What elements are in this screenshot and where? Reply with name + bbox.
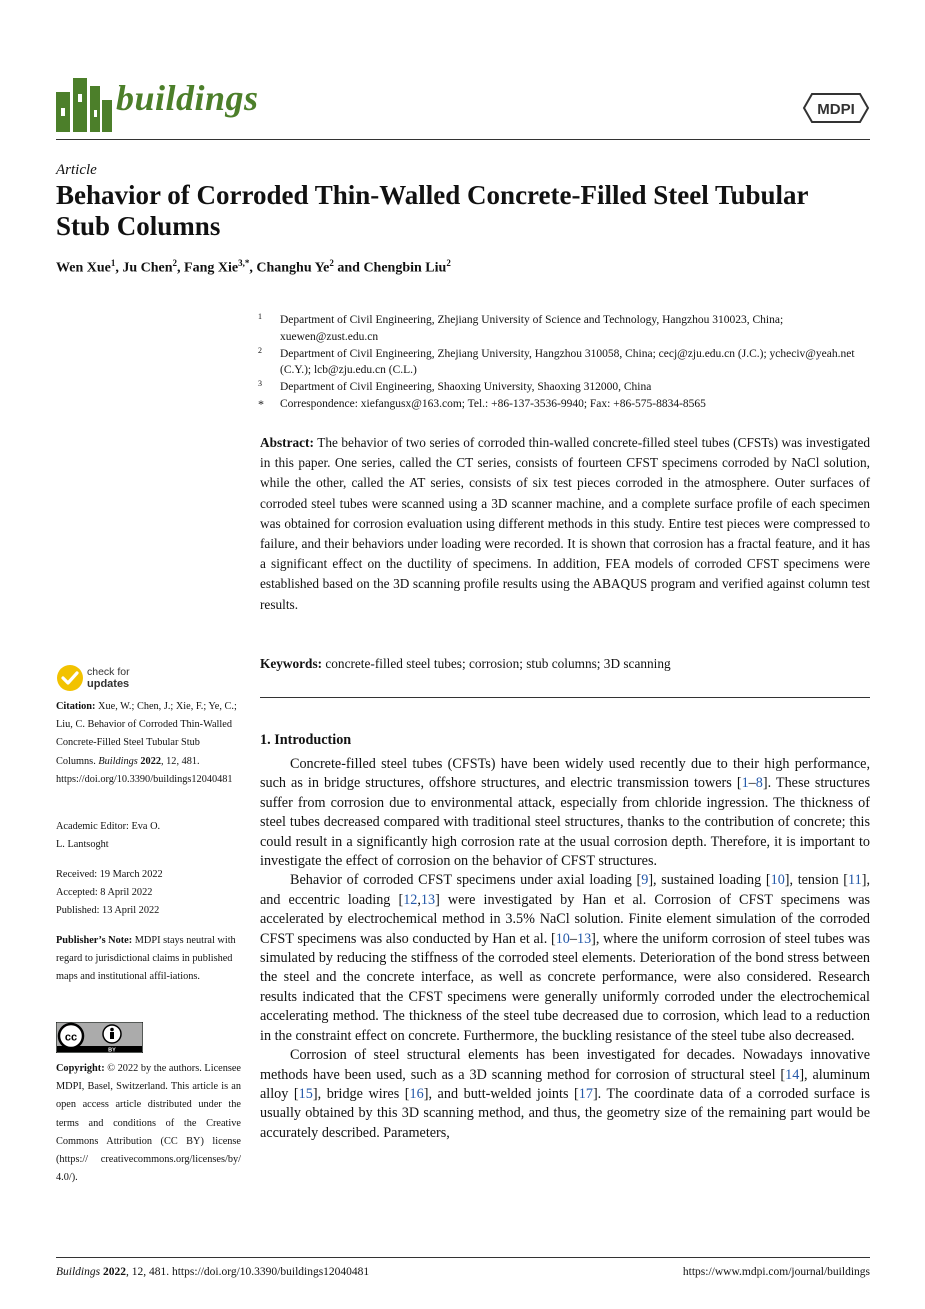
text-run: Behavior of corroded CFST specimens under axial loading [ xyxy=(290,872,642,889)
buildings-logo-icon xyxy=(56,78,112,132)
author-affil-mark: 2 xyxy=(329,258,334,268)
reference-link[interactable]: 10 xyxy=(555,930,570,947)
text-run: Corrosion of steel structural elements has been investigated for decades. Nowadays innovative methods have been used, such as a 3D scanning method for corrosion of structural steel [ xyxy=(260,1047,870,1083)
affiliation-text: Department of Civil Engineering, Zhejiang University, Hangzhou 310058, China; cecj@zju.edu.cn (J.C.); ycheciv@yeah.net (C.Y.); lcb@zju.edu.cn (C.L.) xyxy=(280,347,855,377)
author-name: Wen Xue xyxy=(56,260,111,276)
text-run: ]. These structures suffer from corrosion due to environmental attack, especially from chloride ingression. The thickness of steel tubes decreased compared with traditional steel structures, thanks to the contribution of concrete; this could result in a significantly high corrosion rate at the usual corrosion depth. Therefore, it is important to investigate the effect of corrosion on the behavior of CFST structures. xyxy=(260,775,870,870)
text-run: , xyxy=(417,891,421,908)
editor-line2: L. Lantsoght xyxy=(56,839,109,851)
copyright-label: Copyright: xyxy=(56,1063,105,1074)
affiliation-mark: 1 xyxy=(258,312,262,321)
reference-link[interactable]: 17 xyxy=(578,1085,593,1102)
text-run: ], sustained loading [ xyxy=(648,872,771,889)
author-affil-mark: 1 xyxy=(110,258,116,268)
text-run: ] were investigated by Han et al. Corrosion of CFST specimens was accelerated by electrochemical method in 3.5% NaCl solution. Finite element simulation of the corroded CFST specimens was also conducted by Han et al. [ xyxy=(260,891,871,947)
reference-link[interactable]: 9 xyxy=(641,872,649,889)
text-run: ]. The coordinate data of a corroded surface is usually obtained by this 3D scanning method, and thus, the geometry size of the remaining part would be accurately described. Parameters, xyxy=(260,1085,871,1141)
dates-block xyxy=(56,866,241,921)
abstract-text: The behavior of two series of corroded thin-walled concrete-filled steel tubes (CFSTs) was investigated in this paper. One series, called the CT series, consists of fourteen CFST specimens corroded by NaCl solution, while the other, called the AT series, consists of six test pieces corroded in the atmosphere. Outer surfaces of corroded steel tubes were scanned using a 3D scanner machine, and a complete surface profile of each specimen was obtained for corrosion evaluation using different methods in this study. Entire test pieces were compressed to failure, and their behaviors under loading were recorded. It is shown that corrosion has a fractal feature, and it has a significant effect on the ductility of specimens. In addition, FEA models of corroded CFST specimens were established based on the 3D scanning profile results using the ABAQUS program and verified against column test results. xyxy=(260,435,870,612)
reference-link[interactable]: 11 xyxy=(848,872,862,889)
text-run: – xyxy=(569,930,577,947)
reference-link[interactable]: 15 xyxy=(298,1085,313,1102)
check-for-updates-label xyxy=(87,666,130,690)
affiliation-mark: 2 xyxy=(258,345,262,355)
cc-icon: cc xyxy=(64,1031,78,1044)
author-separator: , xyxy=(249,260,257,276)
abstract-label: Abstract: xyxy=(260,435,314,450)
author-separator: and xyxy=(333,260,364,276)
correspondence-item xyxy=(258,396,878,413)
published-date: Published: 13 April 2022 xyxy=(56,905,160,917)
check-for-updates-icon xyxy=(56,664,84,692)
author-name: Fang Xie xyxy=(184,260,239,276)
text-run: ], and eccentric loading [ xyxy=(260,872,870,908)
keywords-text: concrete-filled steel tubes; corrosion; stub columns; 3D scanning xyxy=(325,656,671,671)
mdpi-logo-text: MDPI xyxy=(817,101,855,118)
reference-link[interactable]: 10 xyxy=(770,872,785,889)
citation-label: Citation: xyxy=(56,701,96,712)
publisher-note-label: Publisher’s Note: xyxy=(56,935,133,946)
reference-link[interactable]: 13 xyxy=(420,891,436,908)
paper-title: Behavior of Corroded Thin-Walled Concrete-Filled Steel Tubular Stub Columns xyxy=(56,180,809,241)
text-run: ], aluminum alloy [ xyxy=(260,1066,870,1102)
footer-year: 2022 xyxy=(102,1266,126,1278)
author-affil-mark: 3,* xyxy=(238,258,250,268)
paragraph xyxy=(260,871,870,1046)
affiliations xyxy=(258,312,878,413)
affiliation-mark: 3 xyxy=(258,379,262,389)
affiliation-item xyxy=(258,312,878,346)
author-separator: , xyxy=(177,260,185,276)
header-rule xyxy=(56,139,870,140)
abstract-rule xyxy=(260,697,870,698)
citation-block xyxy=(56,698,241,789)
check-line2: updates xyxy=(87,678,130,690)
reference-link[interactable]: 14 xyxy=(785,1066,800,1083)
publisher-note-text: MDPI stays neutral with regard to jurisdictional claims in published maps and institutional affil-iations. xyxy=(56,935,236,983)
copyright-block xyxy=(56,1060,241,1187)
introduction-body xyxy=(260,755,870,1143)
abstract xyxy=(260,433,870,615)
affiliation-text: Department of Civil Engineering, Zhejiang University of Science and Technology, Hangzhou 310023, China; xuewen@zust.edu.cn xyxy=(280,314,784,343)
citation-journal: Buildings xyxy=(98,755,138,767)
keywords-label: Keywords: xyxy=(260,656,323,671)
cc-by-text: BY xyxy=(108,1047,116,1053)
author-name: Changhu Ye xyxy=(256,260,330,276)
correspondence-text: Correspondence: xiefangusx@163.com; Tel.: +86-137-3536-9940; Fax: +86-575-8834-8565 xyxy=(280,397,706,410)
mdpi-logo-icon xyxy=(802,90,870,126)
cc-by-license-badge[interactable] xyxy=(56,1022,143,1053)
reference-link[interactable]: 1 xyxy=(741,775,749,792)
correspondence-mark: * xyxy=(258,396,264,411)
author-list xyxy=(56,258,451,277)
reference-link[interactable]: 13 xyxy=(576,930,592,947)
affiliation-text: Department of Civil Engineering, Shaoxing University, Shaoxing 312000, China xyxy=(280,381,652,394)
copyright-text: © 2022 by the authors. Licensee MDPI, Basel, Switzerland. This article is an open access article distributed under the terms and conditions of the Creative Commons Attribution (CC BY) license (https:// creativecommons.org/licenses/by/ 4.0/). xyxy=(56,1063,242,1184)
reference-link[interactable]: 16 xyxy=(409,1085,424,1102)
article-type: Article xyxy=(56,162,97,178)
accepted-date: Accepted: 8 April 2022 xyxy=(56,887,153,899)
check-line1: check for xyxy=(87,666,130,678)
publisher-note xyxy=(56,932,241,987)
text-run: ], tension [ xyxy=(784,872,849,889)
paragraph xyxy=(260,1046,870,1143)
section-heading: 1. Introduction xyxy=(260,732,352,748)
text-run: ], bridge wires [ xyxy=(312,1085,410,1102)
reference-link[interactable]: 8 xyxy=(755,775,763,792)
reference-link[interactable]: 12 xyxy=(403,891,418,908)
received-date: Received: 19 March 2022 xyxy=(56,869,163,880)
author-affil-mark: 2 xyxy=(172,258,178,268)
footer-journal-url[interactable]: https://www.mdpi.com/journal/buildings xyxy=(682,1266,870,1278)
editor-line1: Academic Editor: Eva O. xyxy=(56,821,161,832)
text-run: – xyxy=(748,775,756,792)
academic-editor xyxy=(56,818,241,854)
affiliation-item xyxy=(258,379,878,396)
author-separator: , xyxy=(115,260,123,276)
author-name: Ju Chen xyxy=(122,260,173,276)
footer-citation xyxy=(56,1266,369,1278)
text-run: ], where the uniform corrosion of steel tubes was simulated by reducing the stiffness of the corroded steel elements. Deterioration of the bond stress between the steel and the concrete interface, as well as concrete performance, were also considered. Research results indicated that the CFST specimens were generally uniformly corroded under the electrochemical accelerating method. The thickness of the steel tube decreased due to corrosion, which lead to a reduction in the constraint effect on concrete. Furthermore, the buckling resistance of the steel tube also decreased. xyxy=(260,930,870,1044)
author-name: Chengbin Liu xyxy=(363,260,447,276)
paragraph xyxy=(260,755,870,871)
footer-rest: , 12, 481. https://doi.org/10.3390/buildings12040481 xyxy=(125,1266,370,1278)
text-run: Concrete-filled steel tubes (CFSTs) have been widely used recently due to their high performance, such as in bridge structures, offshore structures, and electric transmission towers [ xyxy=(260,756,870,792)
citation-year: 2022 xyxy=(140,755,161,767)
journal-name: buildings xyxy=(116,78,259,118)
affiliation-item xyxy=(258,346,878,380)
citation-rest: , 12, 481. https://doi.org/10.3390/buildings12040481 xyxy=(56,755,233,785)
author-affil-mark: 2 xyxy=(446,258,451,268)
text-run: ], and butt-welded joints [ xyxy=(423,1085,579,1102)
citation-text: Xue, W.; Chen, J.; Xie, F.; Ye, C.; Liu, C. Behavior of Corroded Thin-Walled Concrete-Filled Steel Tubular Stub Columns. xyxy=(56,701,237,767)
keywords xyxy=(260,654,870,674)
check-for-updates-button[interactable] xyxy=(56,664,226,696)
footer-rule xyxy=(56,1257,870,1258)
footer-journal: Buildings xyxy=(56,1266,101,1278)
